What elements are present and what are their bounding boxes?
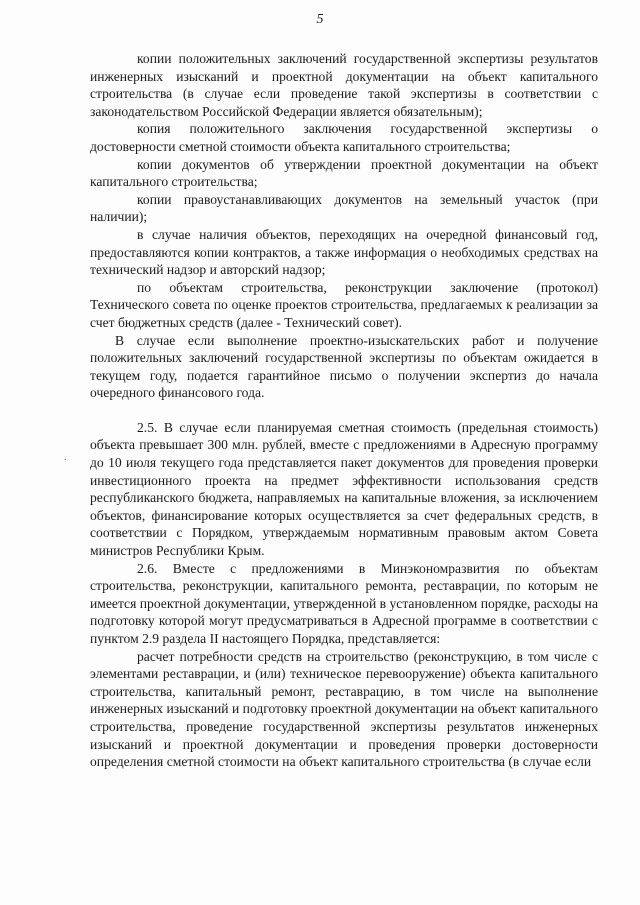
margin-mark: .: [64, 452, 67, 463]
page-number: 5: [316, 12, 324, 27]
paragraph-guarantee-letter: В случае если выполнение проектно-изыскательских работ и получение положительных заключений государственной экспертизы по объектам ожидается в текущем году, подается гарантийное письмо о получении экспертиз до начала очередного финансового года.: [90, 332, 598, 401]
paragraph-cost-calculation: расчет потребности средств на строительство (реконструкцию, в том числе с элементами реставрации, и (или) техническое перевооружение) объекта капитального строительства, капитальный ремонт, реставрацию, в том числе на выполнение инженерных изысканий и подготовку проектной документации на объект капитального строительства, проведение государственной экспертизы результатов инженерных изысканий и проектной документации и проведения проверки достоверности определения сметной стоимости на объект капитального строительства (в случае если: [90, 648, 598, 770]
paragraph-2-5: 2.5. В случае если планируемая сметная стоимость (предельная стоимость) объекта превышает 300 млн. рублей, вместе с предложениями в Адресную программу до 10 июля текущего года представляется пакет документов для проведения проверки инвестиционного проекта на предмет эффективности использования средств республиканского бюджета, направляемых на капитальные вложения, за исключением объектов, финансирование которых осуществляется за счет федеральных средств, в соответствии с Порядком, утверждаемым нормативным правовым актом Совета министров Республики Крым.: [90, 419, 598, 559]
paragraph-technical-council: по объектам строительства, реконструкции заключение (протокол) Технического совета по оценке проектов строительства, предлагаемых к реализации за счет бюджетных средств (далее - Технический совет).: [90, 279, 598, 330]
paragraph-estimate-copy: копия положительного заключения государственной экспертизы о достоверности сметной стоимости объекта капитального строительства;: [90, 121, 598, 154]
section-gap: [90, 402, 598, 419]
paragraph-contracts: в случае наличия объектов, переходящих на очередной финансовый год, предоставляются копии контрактов, а также информация о необходимых средствах на технический надзор и авторский надзор;: [90, 226, 598, 278]
paragraph-2-6: 2.6. Вместе с предложениями в Минэкономразвития по объектам строительства, реконструкции, капитального ремонта, реставрации, по которым не имеется проектной документации, утвержденной в установленном порядке, расходы на подготовку которой могут предусматриваться в Адресной программе в соответствии с пунктом 2.9 раздела II настоящего Порядка, представляется:: [90, 560, 598, 646]
paragraph-expertise-copies: копии положительных заключений государственной экспертизы результатов инженерных изысканий и проектной документации на объект капитального строительства (в случае если проведение такой экспертизы в соответствии с законодательством Российской Федерации является обязательным);: [90, 51, 598, 119]
paragraph-approval-copies: копии документов об утверждении проектной документации на объект капитального строительства;: [90, 156, 598, 190]
paragraph-land-documents: копии правоустанавливающих документов на земельный участок (при наличии);: [90, 191, 598, 225]
document-body: [90, 50, 598, 771]
